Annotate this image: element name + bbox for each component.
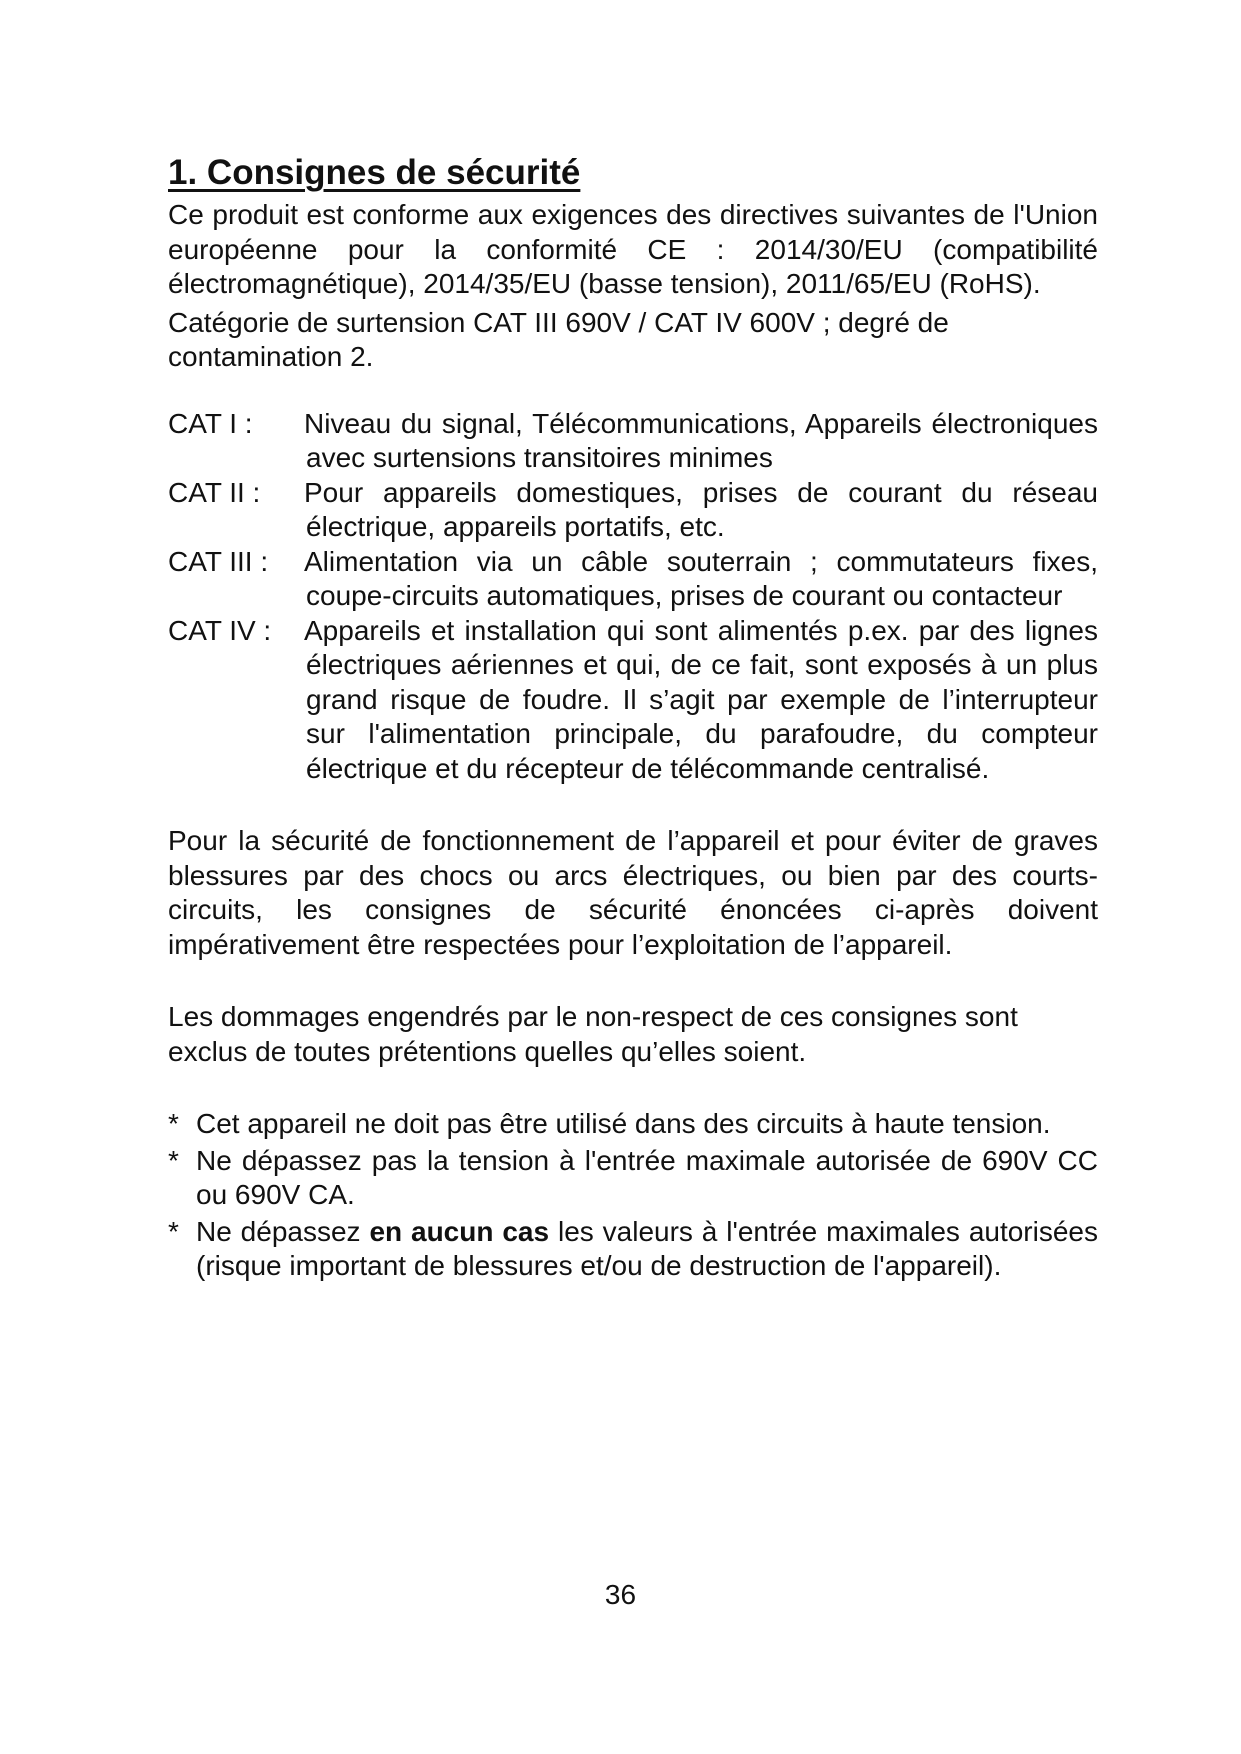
category-label: CAT III : — [168, 545, 269, 577]
liability-paragraph: Les dommages engendrés par le non-respect de ces consignes sont exclus de toutes prétentions quelles qu’elles soient. — [168, 1001, 1018, 1067]
category-description: Appareils et installation qui sont alimentés p.ex. par des lignes électriques aériennes et qui, de ce fait, sont exposés à un plus grand risque de foudre. Il s’agit par exemple de l’interrupteur sur l'alimentation principale, du parafoudre, du compteur électrique et du récepteur de télécommande centralisé. — [304, 614, 1098, 784]
category-item-cat-iii — [168, 545, 1098, 614]
section-title: 1. Consignes de sécurité — [168, 153, 581, 192]
category-item-cat-i — [168, 407, 1098, 476]
bullet-marker: * — [168, 1108, 179, 1139]
warning-list — [168, 1107, 1098, 1284]
category-item-cat-iv — [168, 614, 1098, 787]
bullet-marker: * — [168, 1144, 179, 1176]
category-label: CAT I : — [168, 407, 253, 439]
ce-conformity-paragraph: Ce produit est conforme aux exigences des directives suivantes de l'Union européenne pour la conformité CE : 2014/30/EU (compatibilité électromagnétique), 2014/35/EU (basse tension), 2011/65/EU (RoHS). — [168, 199, 1098, 299]
warning-item — [168, 1107, 1098, 1142]
category-label: CAT II : — [168, 476, 261, 508]
category-label: CAT IV : — [168, 614, 272, 646]
warning-text-start: Ne dépassez — [196, 1215, 361, 1247]
category-list — [168, 407, 1098, 787]
manual-page — [168, 150, 1098, 1286]
warning-text — [196, 1215, 1098, 1284]
category-description: Alimentation via un câble souterrain ; commutateurs fixes, coupe-circuits automatiques, prises de courant ou contacteur — [304, 545, 1098, 611]
warning-item — [168, 1215, 1098, 1284]
warning-item — [168, 1144, 1098, 1213]
category-description: Niveau du signal, Télécommunications, Appareils électroniques avec surtensions transitoires minimes — [304, 407, 1098, 473]
category-item-cat-ii — [168, 476, 1098, 545]
bullet-marker: * — [168, 1215, 179, 1247]
warning-text: Cet appareil ne doit pas être utilisé dans des circuits à haute tension. — [196, 1108, 1051, 1139]
page-number: 36 — [604, 1579, 637, 1610]
warning-emphasis: en aucun cas — [369, 1215, 550, 1247]
warning-text: Ne dépassez pas la tension à l'entrée maximale autorisée de 690V CC ou 690V CA. — [196, 1144, 1098, 1210]
category-description: Pour appareils domestiques, prises de courant du réseau électrique, appareils portatifs, etc. — [304, 476, 1098, 542]
safety-paragraph: Pour la sécurité de fonctionnement de l’appareil et pour éviter de graves blessures par des chocs ou arcs électriques, ou bien par des courts-circuits, les consignes de sécurité énoncées ci-après doivent impérativement être respectées pour l’exploitation de l’appareil. — [168, 825, 1098, 960]
overvoltage-category-paragraph: Catégorie de surtension CAT III 690V / CAT IV 600V ; degré de contamination 2. — [168, 306, 949, 372]
warning-text-end: les valeurs à l'entrée maximales autorisées (risque important de blessures et/ou de destruction de l'appareil). — [196, 1215, 1098, 1281]
